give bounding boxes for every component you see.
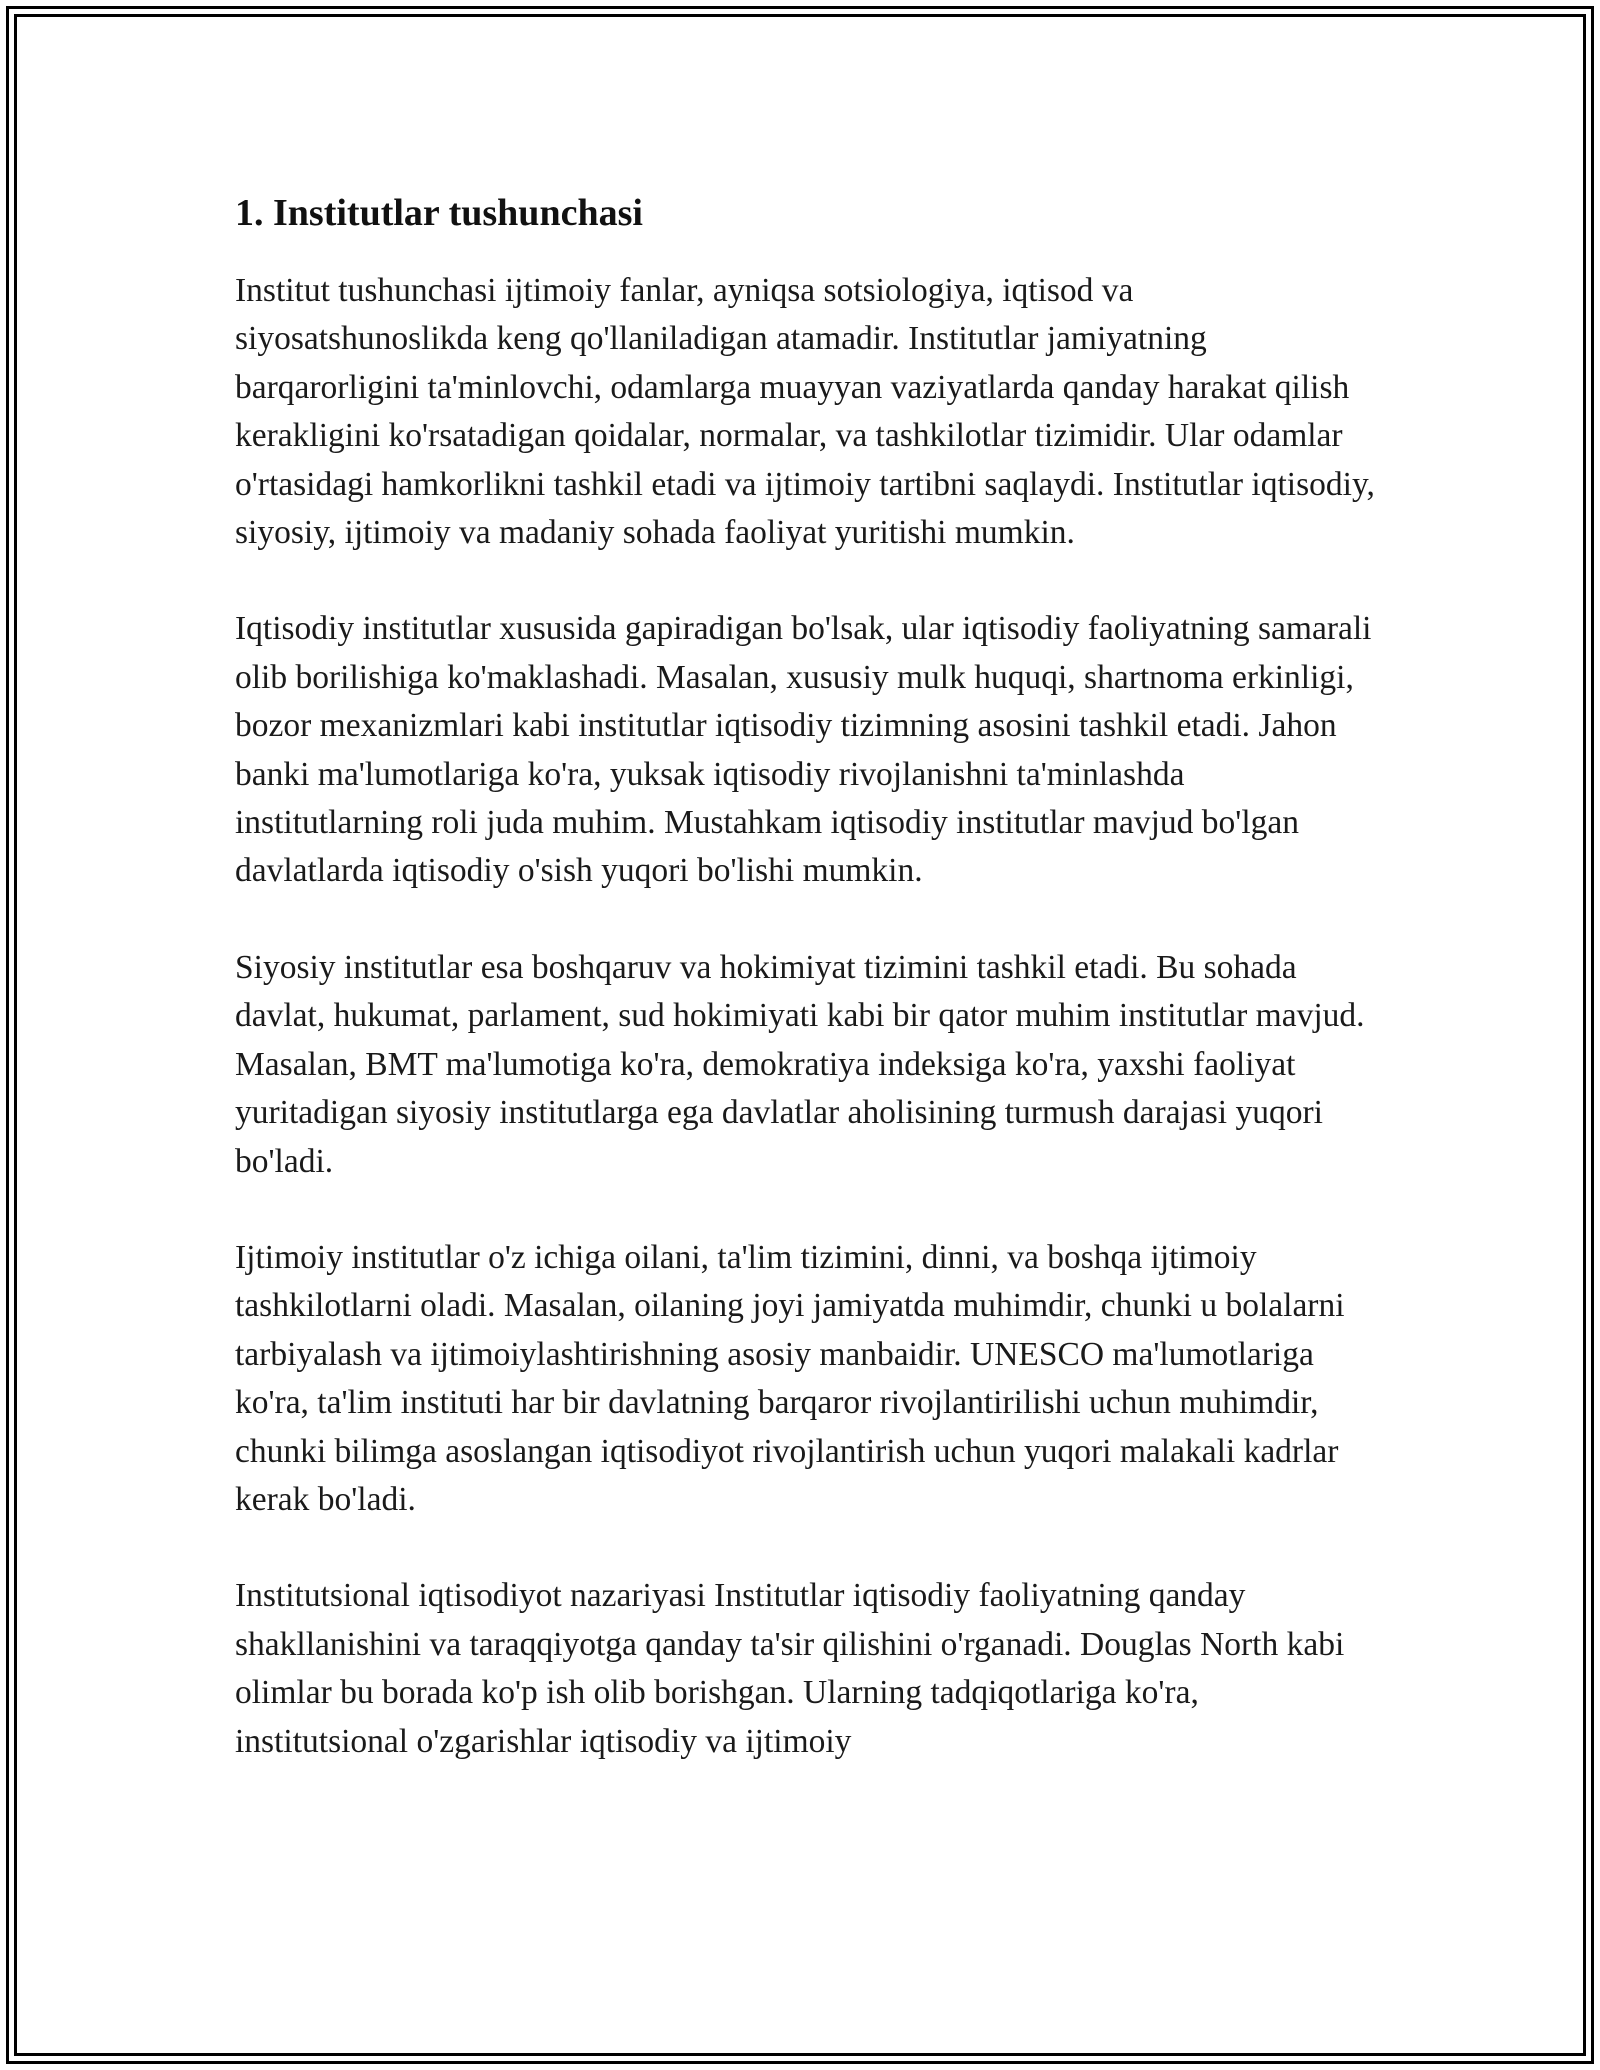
paragraph-institutional-economics: Institutsional iqtisodiyot nazariyasi Institutlar iqtisodiy faoliyatning qanday shakllanishini va taraqqiyotga qanday ta'sir qilishini o'rganadi. Douglas North kabi olimlar bu borada ko'p ish olib borishgan. Ularning tadqiqotlariga ko'ra, institutsional o'zgarishlar iqtisodiy va ijtimoiy [235,1577,1345,1760]
paragraph-economic-institutions: Iqtisodiy institutlar xususida gapiradigan bo'lsak, ular iqtisodiy faoliyatning samarali olib borilishiga ko'maklashadi. Masalan, xususiy mulk huquqi, shartnoma erkinligi, bozor mexanizmlari kabi institutlar iqtisodiy tizimning asosini tashkil etadi. Jahon banki ma'lumotlariga ko'ra, yuksak iqtisodiy rivojlanishni ta'minlashda institutlarning roli juda muhim. Mustahkam iqtisodiy institutlar mavjud bo'lgan davlatlarda iqtisodiy o'sish yuqori bo'lishi mumkin. [235,610,1372,890]
paragraph-intro: Institut tushunchasi ijtimoiy fanlar, ayniqsa sotsiologiya, iqtisod va siyosatshunoslikda keng qo'llaniladigan atamadir. Institutlar jamiyatning barqarorligini ta'minlovchi, odamlarga muayyan vaziyatlarda qanday harakat qilish kerakligini ko'rsatadigan qoidalar, normalar, va tashkilotlar tizimidir. Ular odamlar o'rtasidagi hamkorlikni tashkil etadi va ijtimoiy tartibni saqlaydi. Institutlar iqtisodiy, siyosiy, ijtimoiy va madaniy sohada faoliyat yuritishi mumkin. [235,272,1375,552]
paragraph-social-institutions: Ijtimoiy institutlar o'z ichiga oilani, ta'lim tizimini, dinni, va boshqa ijtimoiy tashkilotlarni oladi. Masalan, oilaning joyi jamiyatda muhimdir, chunki u bolalarni tarbiyalash va ijtimoiylashtirishning asosiy manbaidir. UNESCO ma'lumotlariga ko'ra, ta'lim instituti har bir davlatning barqaror rivojlantirilishi uchun muhimdir, chunki bilimga asoslangan iqtisodiyot rivojlantirish uchun yuqori malakali kadrlar kerak bo'ladi. [235,1238,1345,1518]
document-body [235,185,1375,1766]
section-heading: 1. Institutlar tushunchasi [235,192,643,234]
paragraph-political-institutions: Siyosiy institutlar esa boshqaruv va hokimiyat tizimini tashkil etadi. Bu sohada davlat, hukumat, parlament, sud hokimiyati kabi bir qator muhim institutlar mavjud. Masalan, BMT ma'lumotiga ko'ra, demokratiya indeksiga ko'ra, yaxshi faoliyat yuritadigan siyosiy institutlarga ega davlatlar aholisining turmush darajasi yuqori bo'ladi. [235,948,1365,1180]
